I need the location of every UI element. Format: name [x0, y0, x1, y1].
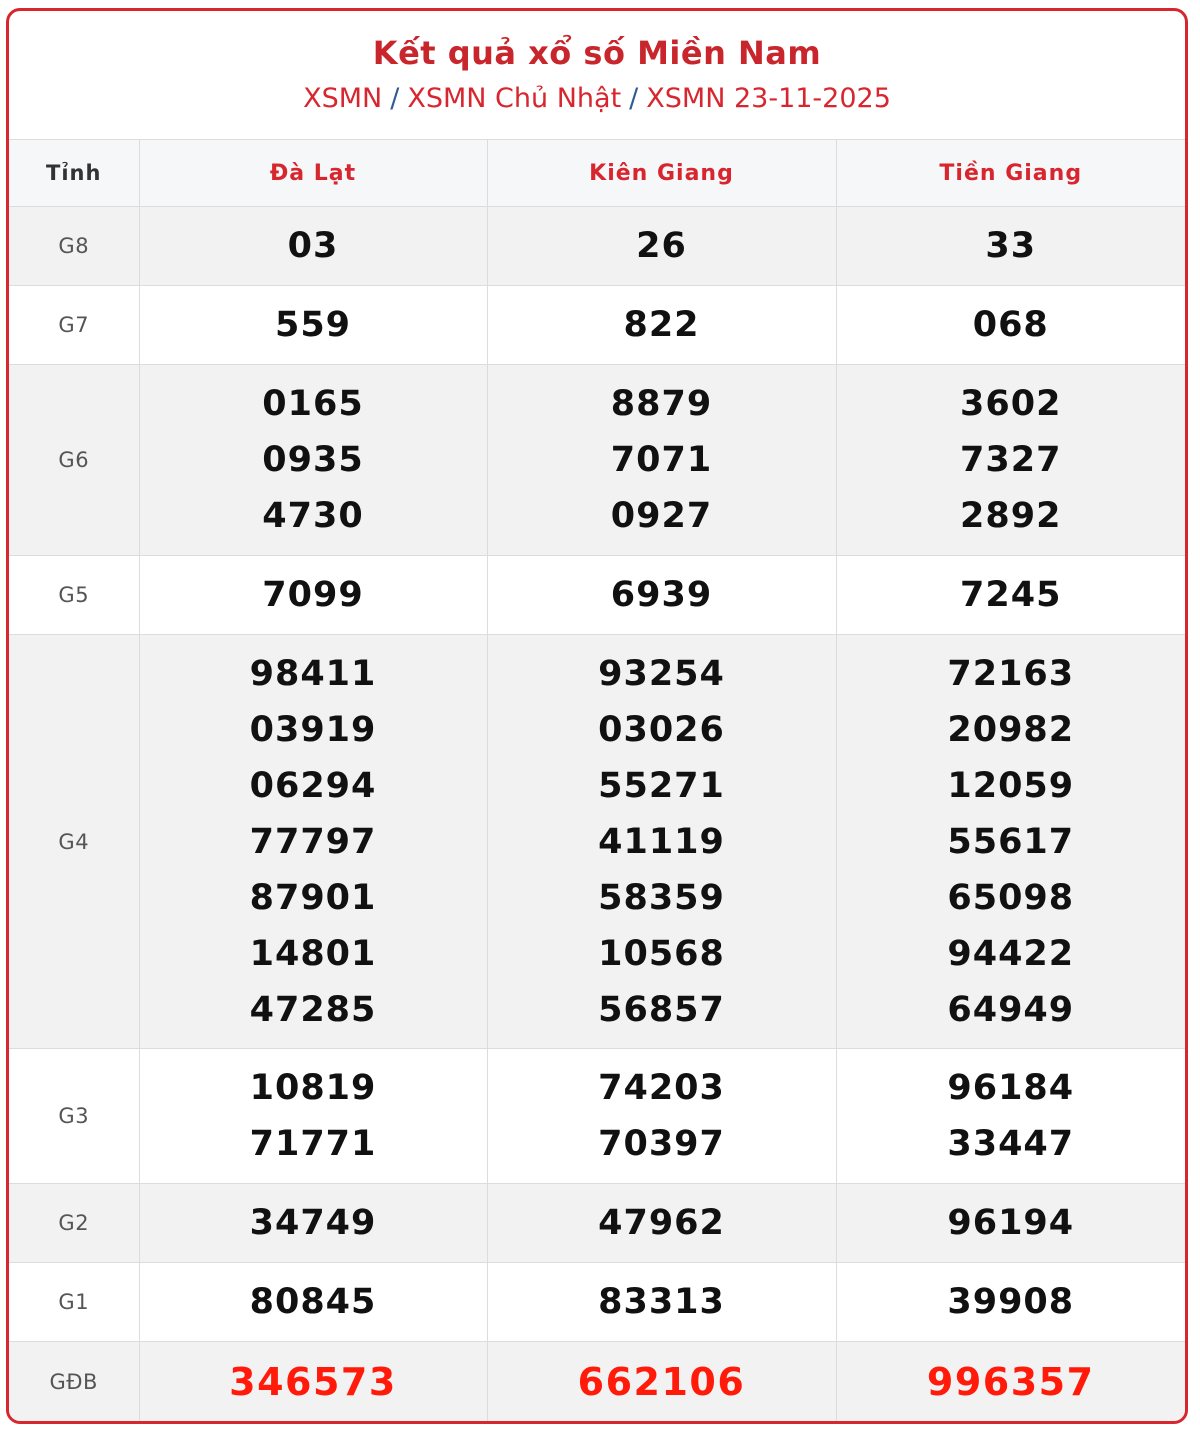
prize-label: G7: [9, 286, 139, 365]
prize-number: 58359: [598, 877, 725, 918]
result-cell-kien-giang: [487, 1049, 836, 1184]
prize-label: G6: [9, 365, 139, 556]
prize-number: 12059: [947, 765, 1075, 806]
result-cell-tien-giang: [836, 365, 1185, 556]
results-body: [9, 207, 1185, 1422]
prize-number: 0927: [610, 496, 713, 536]
table-header-row: [9, 140, 1185, 207]
breadcrumb-xsmn[interactable]: XSMN: [303, 83, 383, 114]
result-cell-da-lat: [139, 556, 487, 635]
prize-number: 7327: [960, 440, 1062, 480]
prize-number: 33: [985, 226, 1037, 266]
prize-number: 03026: [598, 709, 725, 750]
prize-label: G5: [9, 556, 139, 635]
prize-number: 03: [287, 226, 339, 266]
prize-number: 7071: [610, 440, 713, 480]
prize-number: 3602: [960, 384, 1062, 424]
prize-number: 39908: [947, 1282, 1075, 1322]
prize-number: 56857: [598, 989, 725, 1030]
prize-number: 47962: [598, 1203, 725, 1243]
breadcrumb-separator: /: [390, 83, 400, 114]
table-row: [9, 1049, 1185, 1184]
prize-number: 65098: [947, 877, 1075, 918]
prize-number: 7245: [960, 575, 1062, 615]
breadcrumb-xsmn-sunday[interactable]: XSMN Chủ Nhật: [407, 83, 622, 114]
prize-number: 33447: [947, 1124, 1075, 1164]
prize-number: 64949: [947, 989, 1075, 1030]
results-header: [9, 11, 1185, 139]
result-cell-da-lat: [139, 1342, 487, 1422]
prize-number: 94422: [947, 933, 1075, 974]
result-cell-tien-giang: [836, 635, 1185, 1049]
breadcrumb-xsmn-date[interactable]: XSMN 23-11-2025: [646, 83, 891, 114]
prize-number: 20982: [947, 709, 1075, 750]
result-cell-tien-giang: [836, 1342, 1185, 1422]
prize-number: 10568: [598, 933, 725, 974]
prize-number: 0935: [262, 440, 364, 480]
prize-number: 80845: [249, 1282, 377, 1322]
prize-number: 74203: [598, 1068, 725, 1108]
result-cell-kien-giang: [487, 286, 836, 365]
special-prize-number: 996357: [926, 1359, 1095, 1404]
table-row: [9, 207, 1185, 286]
column-header-tien-giang[interactable]: Tiền Giang: [836, 140, 1185, 207]
prize-number: 96184: [947, 1068, 1075, 1108]
prize-number: 98411: [249, 653, 377, 694]
result-cell-da-lat: [139, 365, 487, 556]
table-row: [9, 1342, 1185, 1422]
prize-number: 83313: [598, 1282, 725, 1322]
result-cell-kien-giang: [487, 1263, 836, 1342]
prize-number: 72163: [947, 653, 1075, 694]
result-cell-da-lat: [139, 1263, 487, 1342]
prize-number: 559: [274, 305, 352, 345]
prize-number: 55617: [947, 821, 1075, 862]
prize-number: 8879: [610, 384, 713, 424]
prize-number: 0165: [262, 384, 364, 424]
column-header-province-label: Tỉnh: [9, 140, 139, 207]
table-row: [9, 286, 1185, 365]
result-cell-da-lat: [139, 1049, 487, 1184]
prize-number: 34749: [249, 1203, 377, 1243]
result-cell-da-lat: [139, 207, 487, 286]
prize-label: G4: [9, 635, 139, 1049]
result-cell-kien-giang: [487, 1342, 836, 1422]
result-cell-tien-giang: [836, 1184, 1185, 1263]
column-header-kien-giang[interactable]: Kiên Giang: [487, 140, 836, 207]
result-cell-tien-giang: [836, 1049, 1185, 1184]
prize-number: 87901: [249, 877, 377, 918]
prize-number: 26: [636, 226, 687, 266]
prize-number: 55271: [598, 765, 725, 806]
table-row: [9, 1184, 1185, 1263]
prize-label: GĐB: [9, 1342, 139, 1422]
column-header-da-lat[interactable]: Đà Lạt: [139, 140, 487, 207]
prize-number: 06294: [249, 765, 377, 806]
special-prize-number: 662106: [577, 1359, 746, 1404]
result-cell-kien-giang: [487, 365, 836, 556]
prize-number: 14801: [249, 933, 377, 974]
result-cell-kien-giang: [487, 207, 836, 286]
result-cell-tien-giang: [836, 556, 1185, 635]
prize-number: 03919: [249, 709, 377, 750]
table-row: [9, 635, 1185, 1049]
result-cell-tien-giang: [836, 286, 1185, 365]
result-cell-kien-giang: [487, 1184, 836, 1263]
results-table: [9, 139, 1185, 1422]
prize-number: 71771: [249, 1124, 377, 1164]
prize-label: G3: [9, 1049, 139, 1184]
prize-number: 068: [972, 305, 1049, 345]
prize-label: G1: [9, 1263, 139, 1342]
prize-number: 47285: [249, 989, 377, 1030]
prize-number: 6939: [610, 575, 713, 615]
result-cell-da-lat: [139, 635, 487, 1049]
results-card: [6, 8, 1188, 1424]
result-cell-kien-giang: [487, 556, 836, 635]
prize-number: 2892: [960, 496, 1062, 536]
table-row: [9, 556, 1185, 635]
table-row: [9, 1263, 1185, 1342]
prize-number: 4730: [262, 496, 364, 536]
result-cell-da-lat: [139, 1184, 487, 1263]
prize-number: 41119: [598, 821, 725, 862]
prize-number: 77797: [249, 821, 377, 862]
breadcrumb-separator: /: [629, 83, 639, 114]
prize-number: 7099: [262, 575, 364, 615]
prize-number: 93254: [598, 653, 725, 694]
prize-label: G8: [9, 207, 139, 286]
prize-number: 10819: [249, 1068, 377, 1108]
page-title: Kết quả xổ số Miền Nam: [372, 34, 822, 72]
result-cell-da-lat: [139, 286, 487, 365]
prize-number: 822: [623, 305, 700, 345]
prize-number: 70397: [598, 1124, 725, 1164]
special-prize-number: 346573: [229, 1359, 397, 1404]
prize-label: G2: [9, 1184, 139, 1263]
result-cell-tien-giang: [836, 1263, 1185, 1342]
result-cell-kien-giang: [487, 635, 836, 1049]
table-row: [9, 365, 1185, 556]
prize-number: 96194: [947, 1203, 1075, 1243]
breadcrumb: [9, 81, 1185, 117]
result-cell-tien-giang: [836, 207, 1185, 286]
